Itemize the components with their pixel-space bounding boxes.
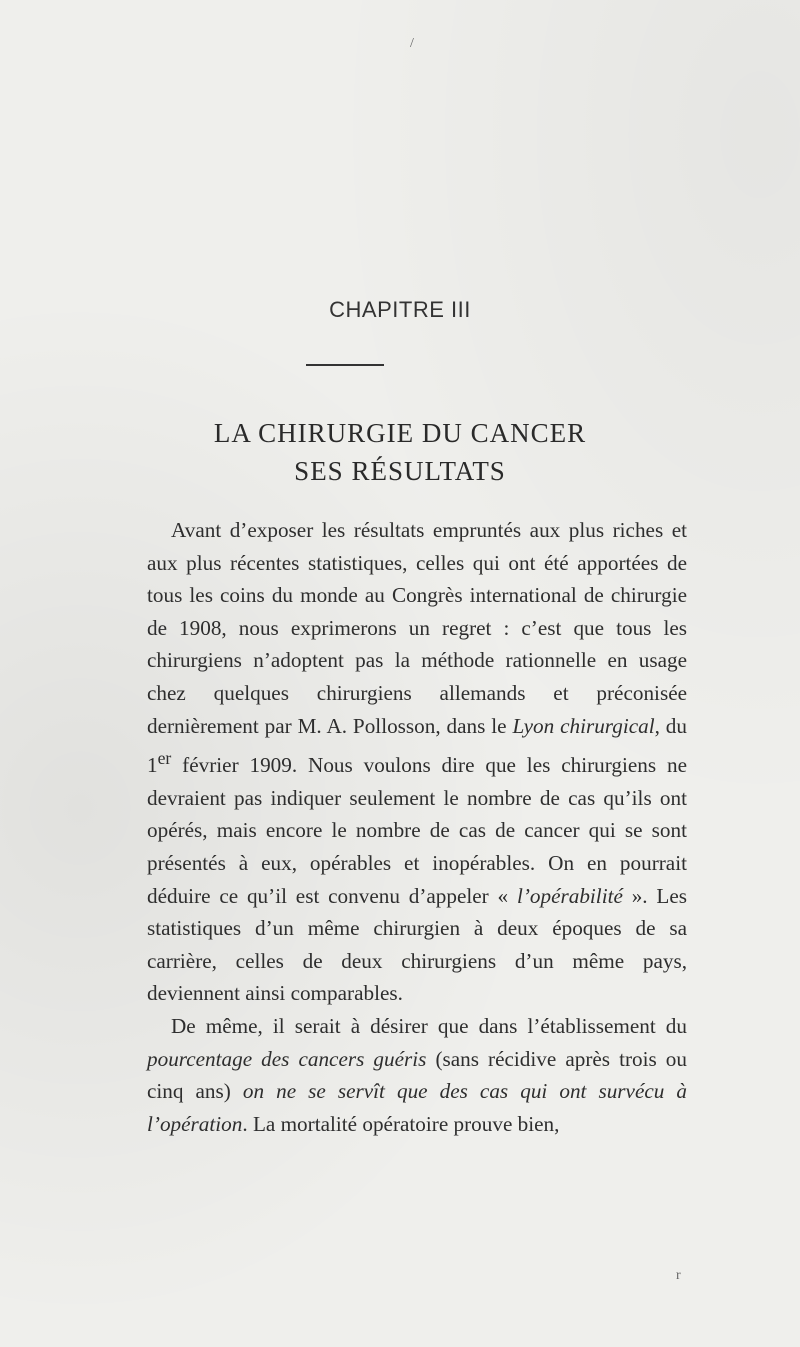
body-text [147, 514, 687, 1140]
paragraph-1-text-c: février 1909. Nous voulons dire que les chirurgiens ne devraient pas indiquer seulement le nombre de cas qu’ils ont opérés, mais encore le nombre de cas de cancer qui se sont présentés à eux, opérables et inopérables. On en pourrait déduire ce qu’il est convenu d’appeler « [147, 753, 687, 908]
stray-mark-bottom: r [676, 1268, 681, 1283]
paragraph-1 [147, 514, 687, 1010]
chapter-title-line1: LA CHIRURGIE DU CANCER [213, 418, 587, 448]
paragraph-2 [147, 1010, 687, 1140]
journal-title: Lyon chirurgical [512, 713, 655, 738]
chapter-title-line2: SES RÉSULTATS [294, 456, 506, 486]
paragraph-1-text-a: Avant d’exposer les résultats empruntés aux plus riches et aux plus récentes statistiques, celles qui ont été apportées de tous les coins du monde au Congrès international de chirurgie de 1908, nous exprimerons un regret : c’est que tous les chirurgiens n’adoptent pas la méthode rationnelle en usage chez quelques chirurgiens allemands et préconisée dernièrement par M. A. Pollosson, dans le [147, 518, 687, 738]
separator-rule [306, 364, 384, 366]
stray-mark-top: / [410, 36, 414, 51]
chapter-heading: CHAPITRE III [329, 297, 471, 322]
emphasis-survived: on ne se servît que des cas qui ont survécu à l’opération [147, 1079, 688, 1136]
paragraph-2-text-b: (sans récidive après trois ou cinq ans) [147, 1046, 687, 1104]
paragraph-1-text-b: , du 1 [147, 713, 687, 778]
paragraph-1-text-d: ». Les statistiques d’un même chirurgien à deux époques de sa carrière, celles de deux chirurgiens d’un même pays, deviennent ainsi comparables. [147, 883, 687, 1006]
term-operabilite: l’opérabilité [516, 883, 623, 908]
paragraph-2-text-a: De même, il serait à désirer que dans l’établissement du [171, 1013, 687, 1038]
ordinal-superscript: er [157, 748, 172, 769]
paragraph-2-text-c: . La mortalité opératoire prouve bien, [242, 1111, 560, 1136]
term-pourcentage: pourcentage des cancers guéris [147, 1046, 427, 1071]
